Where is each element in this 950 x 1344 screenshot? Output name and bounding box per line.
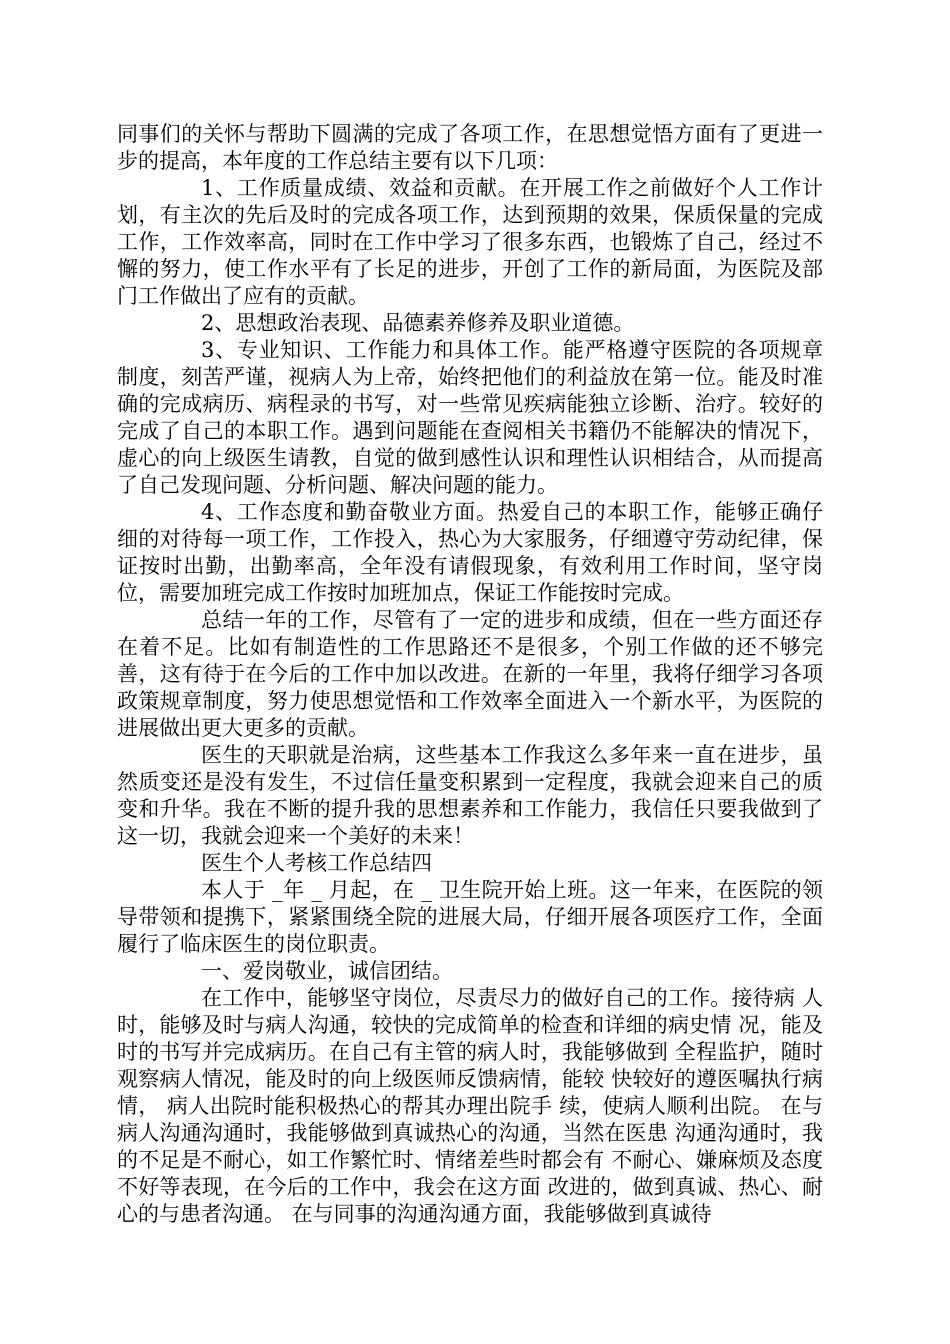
paragraph-section-intro: 本人于 _年 _ 月起，在 _ 卫生院开始上班。这一年来，在医院的领导带领和提携下，紧紧围绕全院的进展大局，仔细开展各项医疗工作，全面 履行了临床医生的岗位职责。 (117, 878, 823, 956)
paragraph-section-body: 在工作中，能够坚守岗位，尽责尽力的做好自己的工作。接待病 人时，能够及时与病人沟通，较快的完成简单的检查和详细的病史情 况，能及时的书写并完成病历。在自己有主管的病人时，我能够做到 全程监护，随时观察病人情况，能及时的向上级医师反馈病情，能较 快较好的遵医嘱执行病情， 病人出院时能积极热心的帮其办理出院手 续，使病人顺利出院。 在与病人沟通沟通时，我能够做到真诚热心的沟通，当然在医患 沟通沟通时，我的不足是不耐心，如工作繁忙时、情绪差些时都会有 不耐心、嫌麻烦及态度不好等表现，在今后的工作中，我会在这方面 改进的，做到真诚、热心、耐心的与患者沟通。 在与同事的沟通沟通方面，我能够做到真诚待 (117, 986, 823, 1226)
paragraph-item-2: 2、思想政治表现、品德素养修养及职业道德。 (201, 311, 635, 335)
paragraph-summary: 总结一年的工作，尽管有了一定的进步和成绩，但在一些方面还存在着不足。比如有制造性的工作思路还不是很多，个别工作做的还不够完善，这有待于在今后的工作中加以改进。在新的一年里，我将仔细学习各项政策规章制度，努力使思想觉悟和工作效率全面进入一个新水平，为医院的进展做出更大更多的贡献。 (117, 608, 823, 740)
section-heading: 医生个人考核工作总结四 (201, 851, 432, 875)
paragraph-item-1: 1、工作质量成绩、效益和贡献。在开展工作之前做好个人工作计划，有主次的先后及时的完成各项工作，达到预期的效果，保质保量的完成工作，工作效率高，同时在工作中学习了很多东西，也锻炼了自己，经过不懈的努力，使工作水平有了长足的进步，开创了工作的新局面，为医院及部门工作做出了应有的贡献。 (117, 176, 823, 308)
subsection-heading: 一、爱岗敬业，诚信团结。 (201, 959, 453, 983)
document-body (117, 121, 823, 1228)
paragraph-closing: 医生的天职就是治病，这些基本工作我这么多年来一直在进步，虽然质变还是没有发生，不过信任量变积累到一定程度，我就会迎来自己的质变和升华。我在不断的提升我的思想素养和工作能力，我信任只要我做到了这一切，我就会迎来一个美好的未来！ (117, 743, 823, 848)
paragraph-item-3: 3、专业知识、工作能力和具体工作。能严格遵守医院的各项规章制度，刻苦严谨，视病人为上帝，始终把他们的利益放在第一位。能及时准确的完成病历、病程录的书写，对一些常见疾病能独立诊断、治疗。较好的完成了自己的本职工作。遇到问题能在查阅相关书籍仍不能解决的情况下，虚心的向上级医生请教，自觉的做到感性认识和理性认识相结合，从而提高了自己发现问题、分析问题、解决问题的能力。 (117, 338, 823, 497)
paragraph-item-4: 4、工作态度和勤奋敬业方面。热爱自己的本职工作，能够正确仔细的对待每一项工作，工作投入，热心为大家服务，仔细遵守劳动纪律，保证按时出勤，出勤率高，全年没有请假现象，有效利用工作时间，坚守岗位，需要加班完成工作按时加班加点，保证工作能按时完成。 (117, 500, 823, 605)
paragraph-intro-continuation: 同事们的关怀与帮助下圆满的完成了各项工作，在思想觉悟方面有了更进一步的提高，本年度的工作总结主要有以下几项： (117, 122, 823, 173)
